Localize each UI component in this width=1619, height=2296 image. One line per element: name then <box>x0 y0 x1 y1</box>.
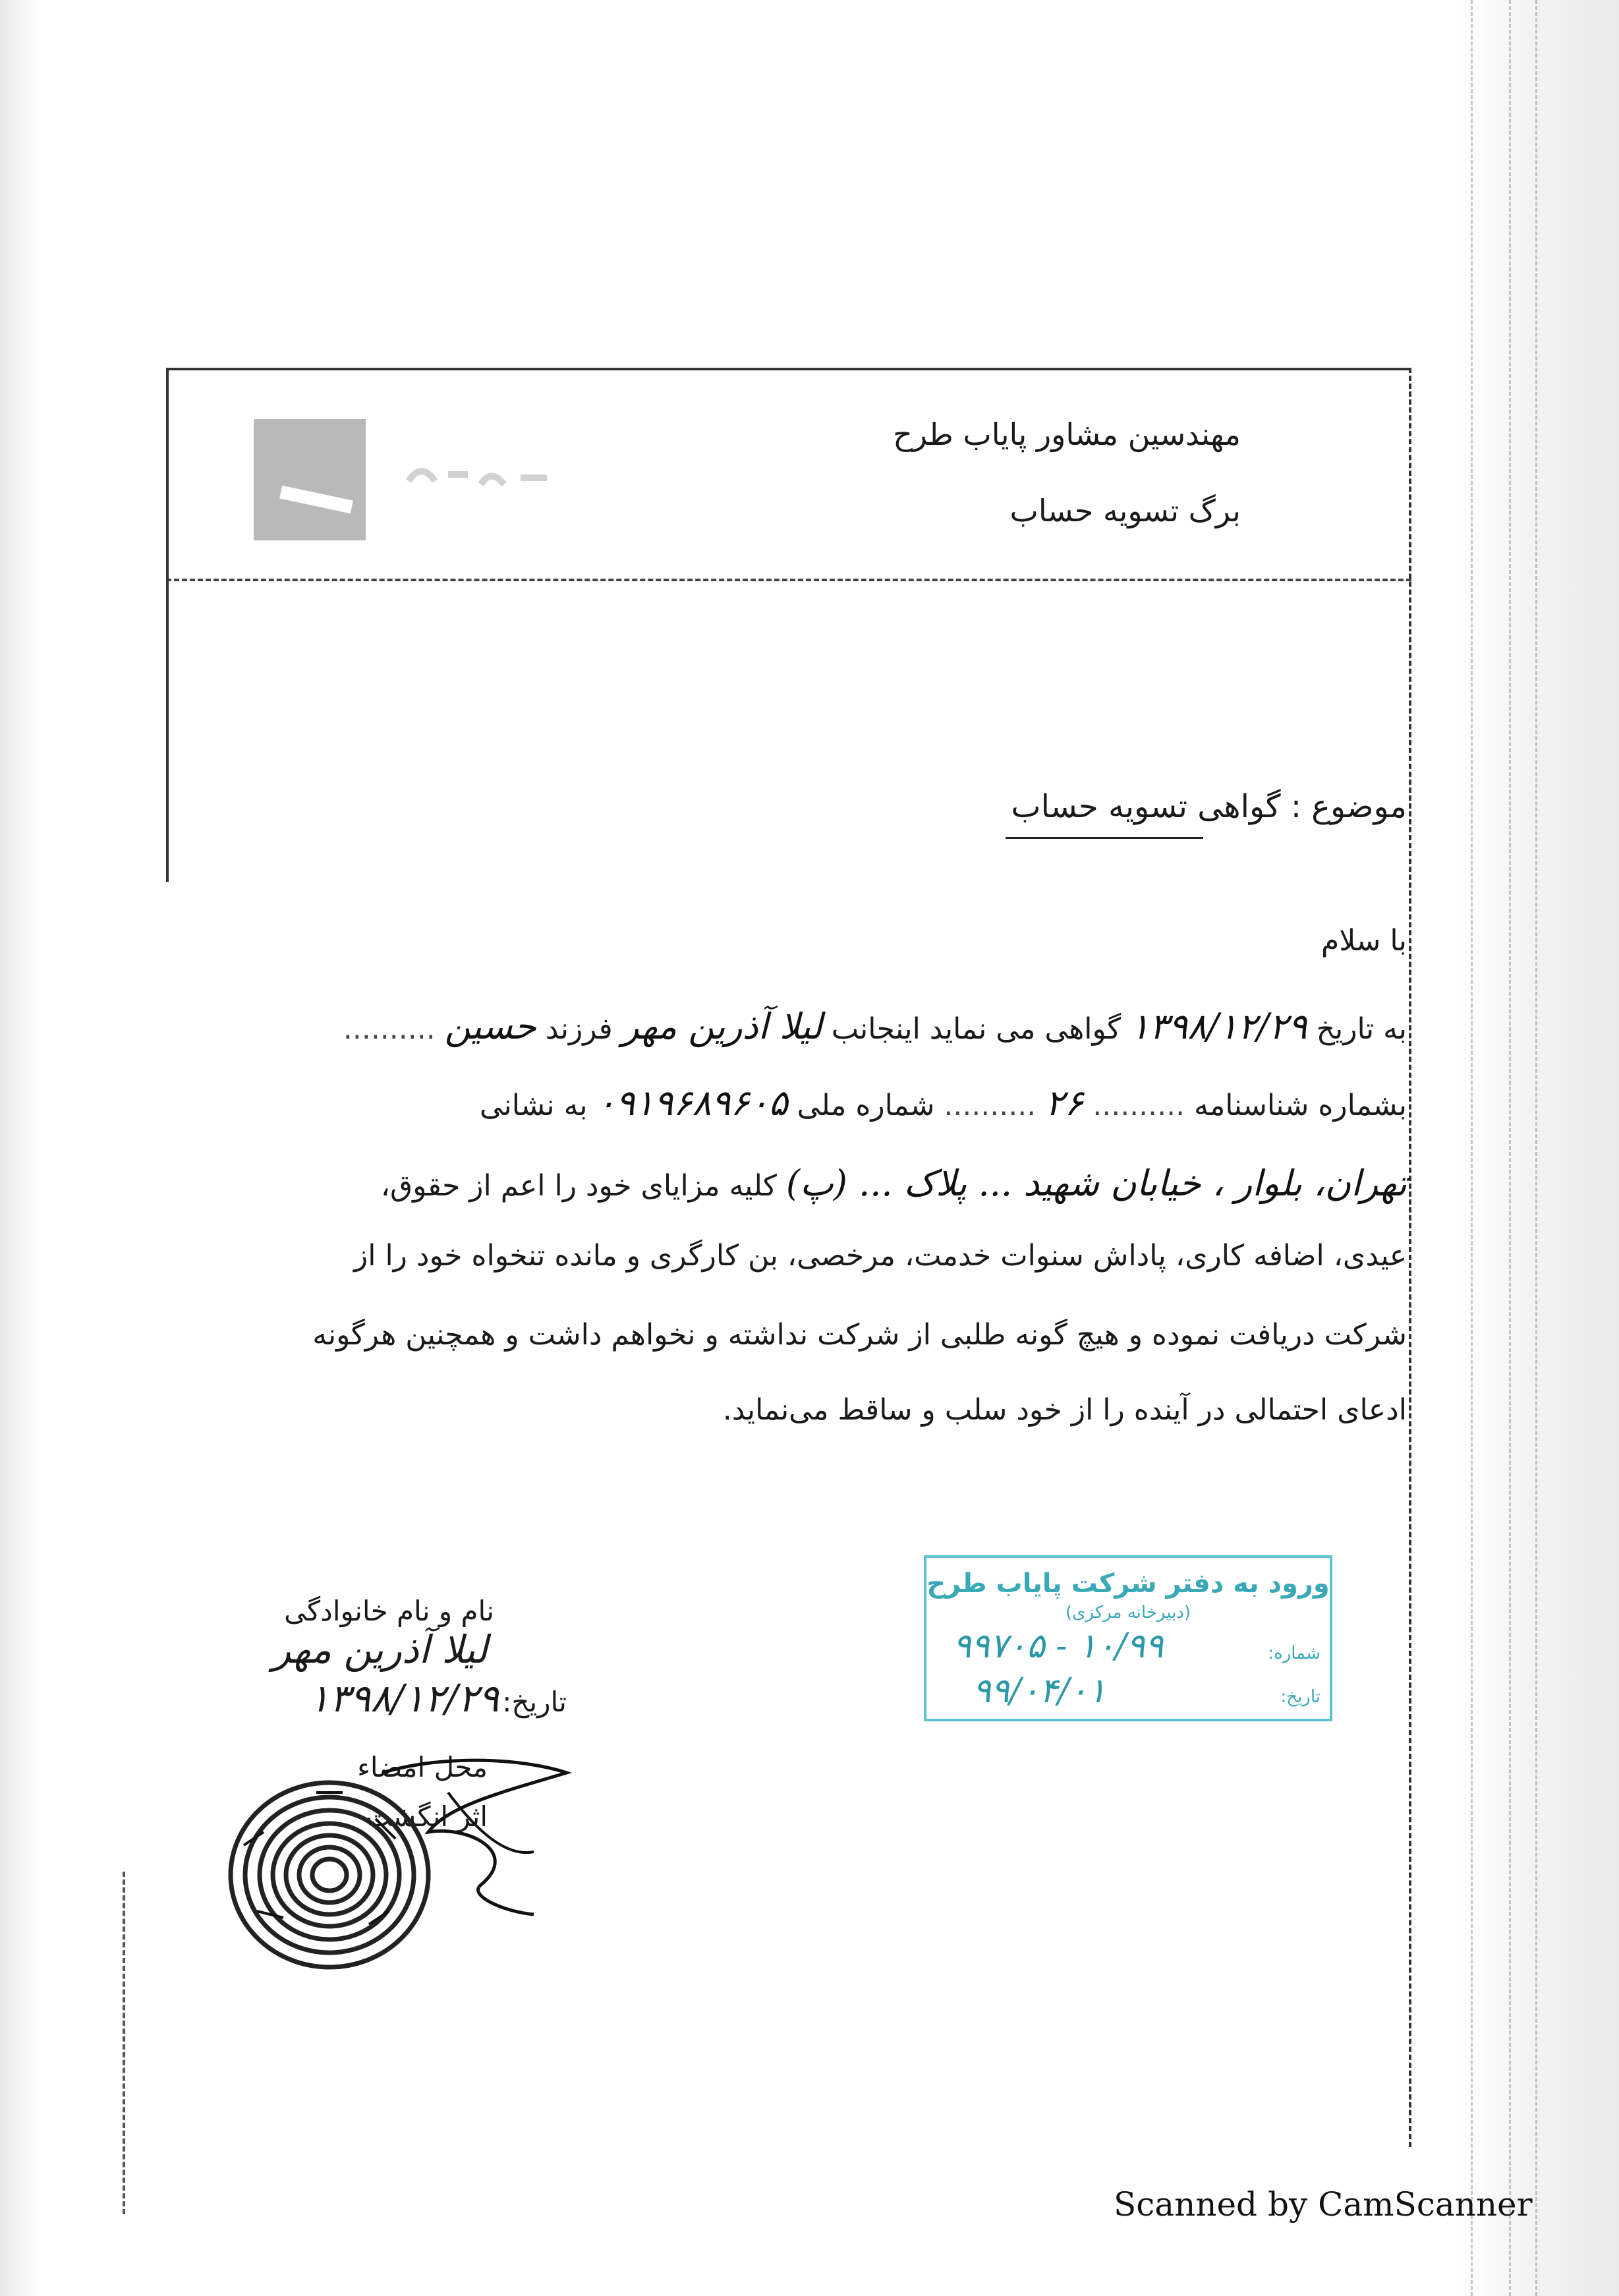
signer-date-row <box>198 1676 567 1721</box>
greeting: با سلام <box>1321 924 1407 958</box>
registry-stamp <box>924 1555 1332 1721</box>
body-line-4: عیدی، اضافه کاری، پاداش سنوات خدمت، مرخصی، بن کارگری و مانده تنخواه خود را از <box>353 1239 1407 1273</box>
form-title: برگ تسویه حساب <box>1009 493 1241 529</box>
scanner-watermark: Scanned by CamScanner <box>1114 2185 1533 2224</box>
name-label: نام و نام خانوادگی <box>284 1595 494 1627</box>
date-label: تاریخ: <box>502 1686 567 1718</box>
fill-dots: .......... <box>343 1012 436 1046</box>
handwritten-name: لیلا آذرین مهر <box>621 1006 822 1047</box>
scan-artifact-line <box>1509 0 1511 2296</box>
handwritten-id-number: ۲۶ <box>1045 1082 1084 1124</box>
body-line-6: ادعای احتمالی در آینده را از خود سلب و ساقط می‌نماید. <box>722 1393 1407 1427</box>
body-line-5: شرکت دریافت نموده و هیچ گونه طلبی از شرکت نداشته و نخواهم داشت و همچنین هرگونه <box>312 1318 1407 1352</box>
frame-right-border <box>1409 368 1411 2147</box>
signature-place-label: محل امضاء <box>357 1751 488 1783</box>
benefits-text: کلیه مزایای خود را اعم از حقوق، <box>380 1169 777 1203</box>
stamp-subtitle: (دبیرخانه مرکزی) <box>1065 1603 1191 1622</box>
stamp-date-label: تاریخ: <box>1280 1687 1321 1707</box>
scan-edge-left <box>0 0 40 2296</box>
company-name: مهندسین مشاور پایاب طرح <box>893 416 1241 452</box>
company-logo <box>254 419 366 540</box>
date-prefix: به تاریخ <box>1316 1012 1407 1046</box>
address-label: به نشانی <box>479 1089 588 1122</box>
stamp-number-value: ۱۰/۹۹ - ۹۹۷۰۵ <box>953 1626 1164 1666</box>
subject-label: موضوع : <box>1290 788 1407 825</box>
subject-underline <box>1006 837 1203 839</box>
handwritten-date: ۱۳۹۸/۱۲/۲۹ <box>1130 1006 1307 1047</box>
handwritten-signature <box>369 1753 593 1924</box>
handwritten-father-name: حسین <box>444 1006 536 1047</box>
faded-logo-text <box>395 448 560 501</box>
fill-dots: .......... <box>944 1089 1037 1122</box>
subject-line <box>1011 788 1407 825</box>
national-id-label: شماره ملی <box>797 1089 935 1122</box>
stamp-number-label: شماره: <box>1268 1644 1321 1663</box>
stamp-date-value: ۹۹/۰۴/۰۱ <box>973 1671 1106 1711</box>
subject-text: گواهی تسویه حساب <box>1011 788 1281 825</box>
child-of-label: فرزند <box>545 1012 613 1046</box>
frame-left-border <box>166 368 169 882</box>
scan-artifact-line <box>1535 0 1537 2296</box>
body-line-2 <box>227 1083 1407 1126</box>
certify-text: گواهی می نماید اینجانب <box>831 1012 1122 1046</box>
handwritten-national-id: ۰۹۱۹۶۸۹۶۰۵ <box>596 1082 788 1124</box>
fingerprint-label: اثر انگشت <box>365 1800 488 1833</box>
fill-dots: .......... <box>1093 1089 1185 1122</box>
logo-mark <box>279 486 353 513</box>
body-line-1 <box>227 1007 1407 1049</box>
header-separator <box>166 579 1411 581</box>
handwritten-signer-name: لیلا آذرین مهر <box>272 1627 488 1672</box>
scan-artifact-line <box>123 1872 125 2214</box>
scan-edge-right <box>1461 0 1619 2296</box>
stamp-title: ورود به دفتر شرکت پایاب طرح <box>926 1568 1330 1599</box>
header-frame-top <box>166 368 1411 370</box>
body-line-3 <box>227 1164 1407 1206</box>
handwritten-address: تهران، بلوار ، خیابان شهید ... پلاک ... (پ) <box>785 1162 1407 1204</box>
id-label: بشماره شناسنامه <box>1194 1089 1407 1122</box>
handwritten-signer-date: ۱۳۹۸/۱۲/۲۹ <box>308 1676 499 1721</box>
scan-artifact-line <box>1471 0 1473 2296</box>
